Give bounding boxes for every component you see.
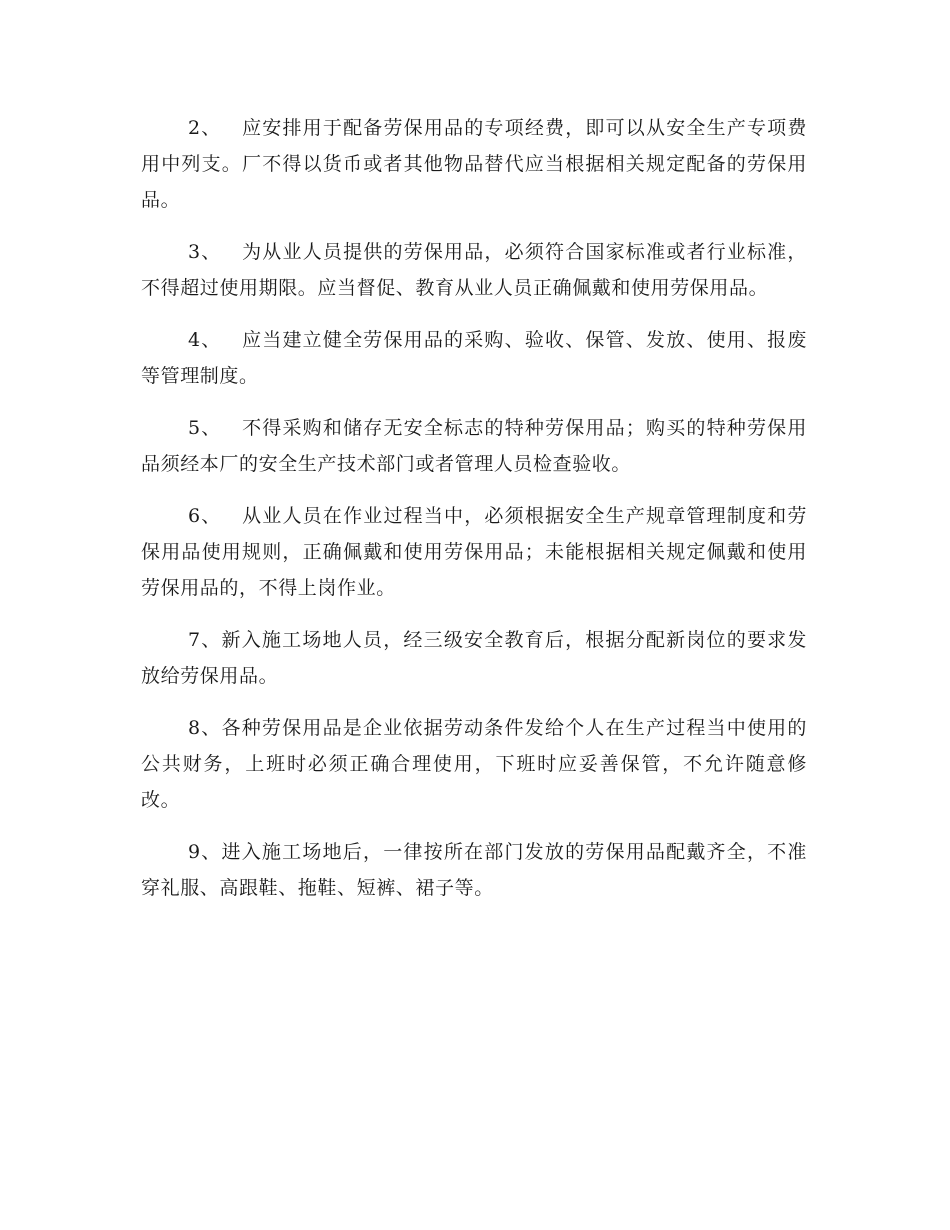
paragraph-text: 各种劳保用品是企业依据劳动条件发给个人在生产过程当中使用的公共财务，上班时必须正确合理使用，下班时应妥善保管，不允许随意修改。 bbox=[141, 717, 807, 811]
paragraph-number: 4、 bbox=[188, 329, 222, 351]
paragraph-item-2 bbox=[141, 110, 807, 218]
paragraph-item-4 bbox=[141, 322, 807, 394]
paragraph-number: 5、 bbox=[188, 417, 222, 439]
paragraph-text: 新入施工场地人员，经三级安全教育后，根据分配新岗位的要求发放给劳保用品。 bbox=[141, 629, 807, 687]
paragraph-number: 2、 bbox=[188, 117, 222, 139]
paragraph-number: 8、 bbox=[188, 717, 222, 739]
paragraph-number: 9、 bbox=[188, 841, 222, 863]
paragraph-text: 从业人员在作业过程当中，必须根据安全生产规章管理制度和劳保用品使用规则，正确佩戴和使用劳保用品；未能根据相关规定佩戴和使用劳保用品的，不得上岗作业。 bbox=[141, 505, 807, 599]
paragraph-text: 应安排用于配备劳保用品的专项经费，即可以从安全生产专项费用中列支。厂不得以货币或者其他物品替代应当根据相关规定配备的劳保用品。 bbox=[141, 117, 807, 211]
paragraph-number: 6、 bbox=[188, 505, 222, 527]
paragraph-item-6 bbox=[141, 498, 807, 606]
paragraph-item-5 bbox=[141, 410, 807, 482]
paragraph-text: 不得采购和储存无安全标志的特种劳保用品；购买的特种劳保用品须经本厂的安全生产技术部门或者管理人员检查验收。 bbox=[141, 417, 807, 475]
paragraph-item-8 bbox=[141, 710, 807, 818]
paragraph-item-3 bbox=[141, 234, 807, 306]
paragraph-text: 进入施工场地后，一律按所在部门发放的劳保用品配戴齐全，不准穿礼服、高跟鞋、拖鞋、短裤、裙子等。 bbox=[141, 841, 807, 899]
document-body bbox=[141, 110, 807, 922]
paragraph-item-7 bbox=[141, 622, 807, 694]
paragraph-item-9 bbox=[141, 834, 807, 906]
paragraph-number: 7、 bbox=[188, 629, 222, 651]
paragraph-text: 应当建立健全劳保用品的采购、验收、保管、发放、使用、报废等管理制度。 bbox=[141, 329, 807, 387]
paragraph-text: 为从业人员提供的劳保用品，必须符合国家标准或者行业标准，不得超过使用期限。应当督促、教育从业人员正确佩戴和使用劳保用品。 bbox=[141, 241, 807, 299]
paragraph-number: 3、 bbox=[188, 241, 222, 263]
